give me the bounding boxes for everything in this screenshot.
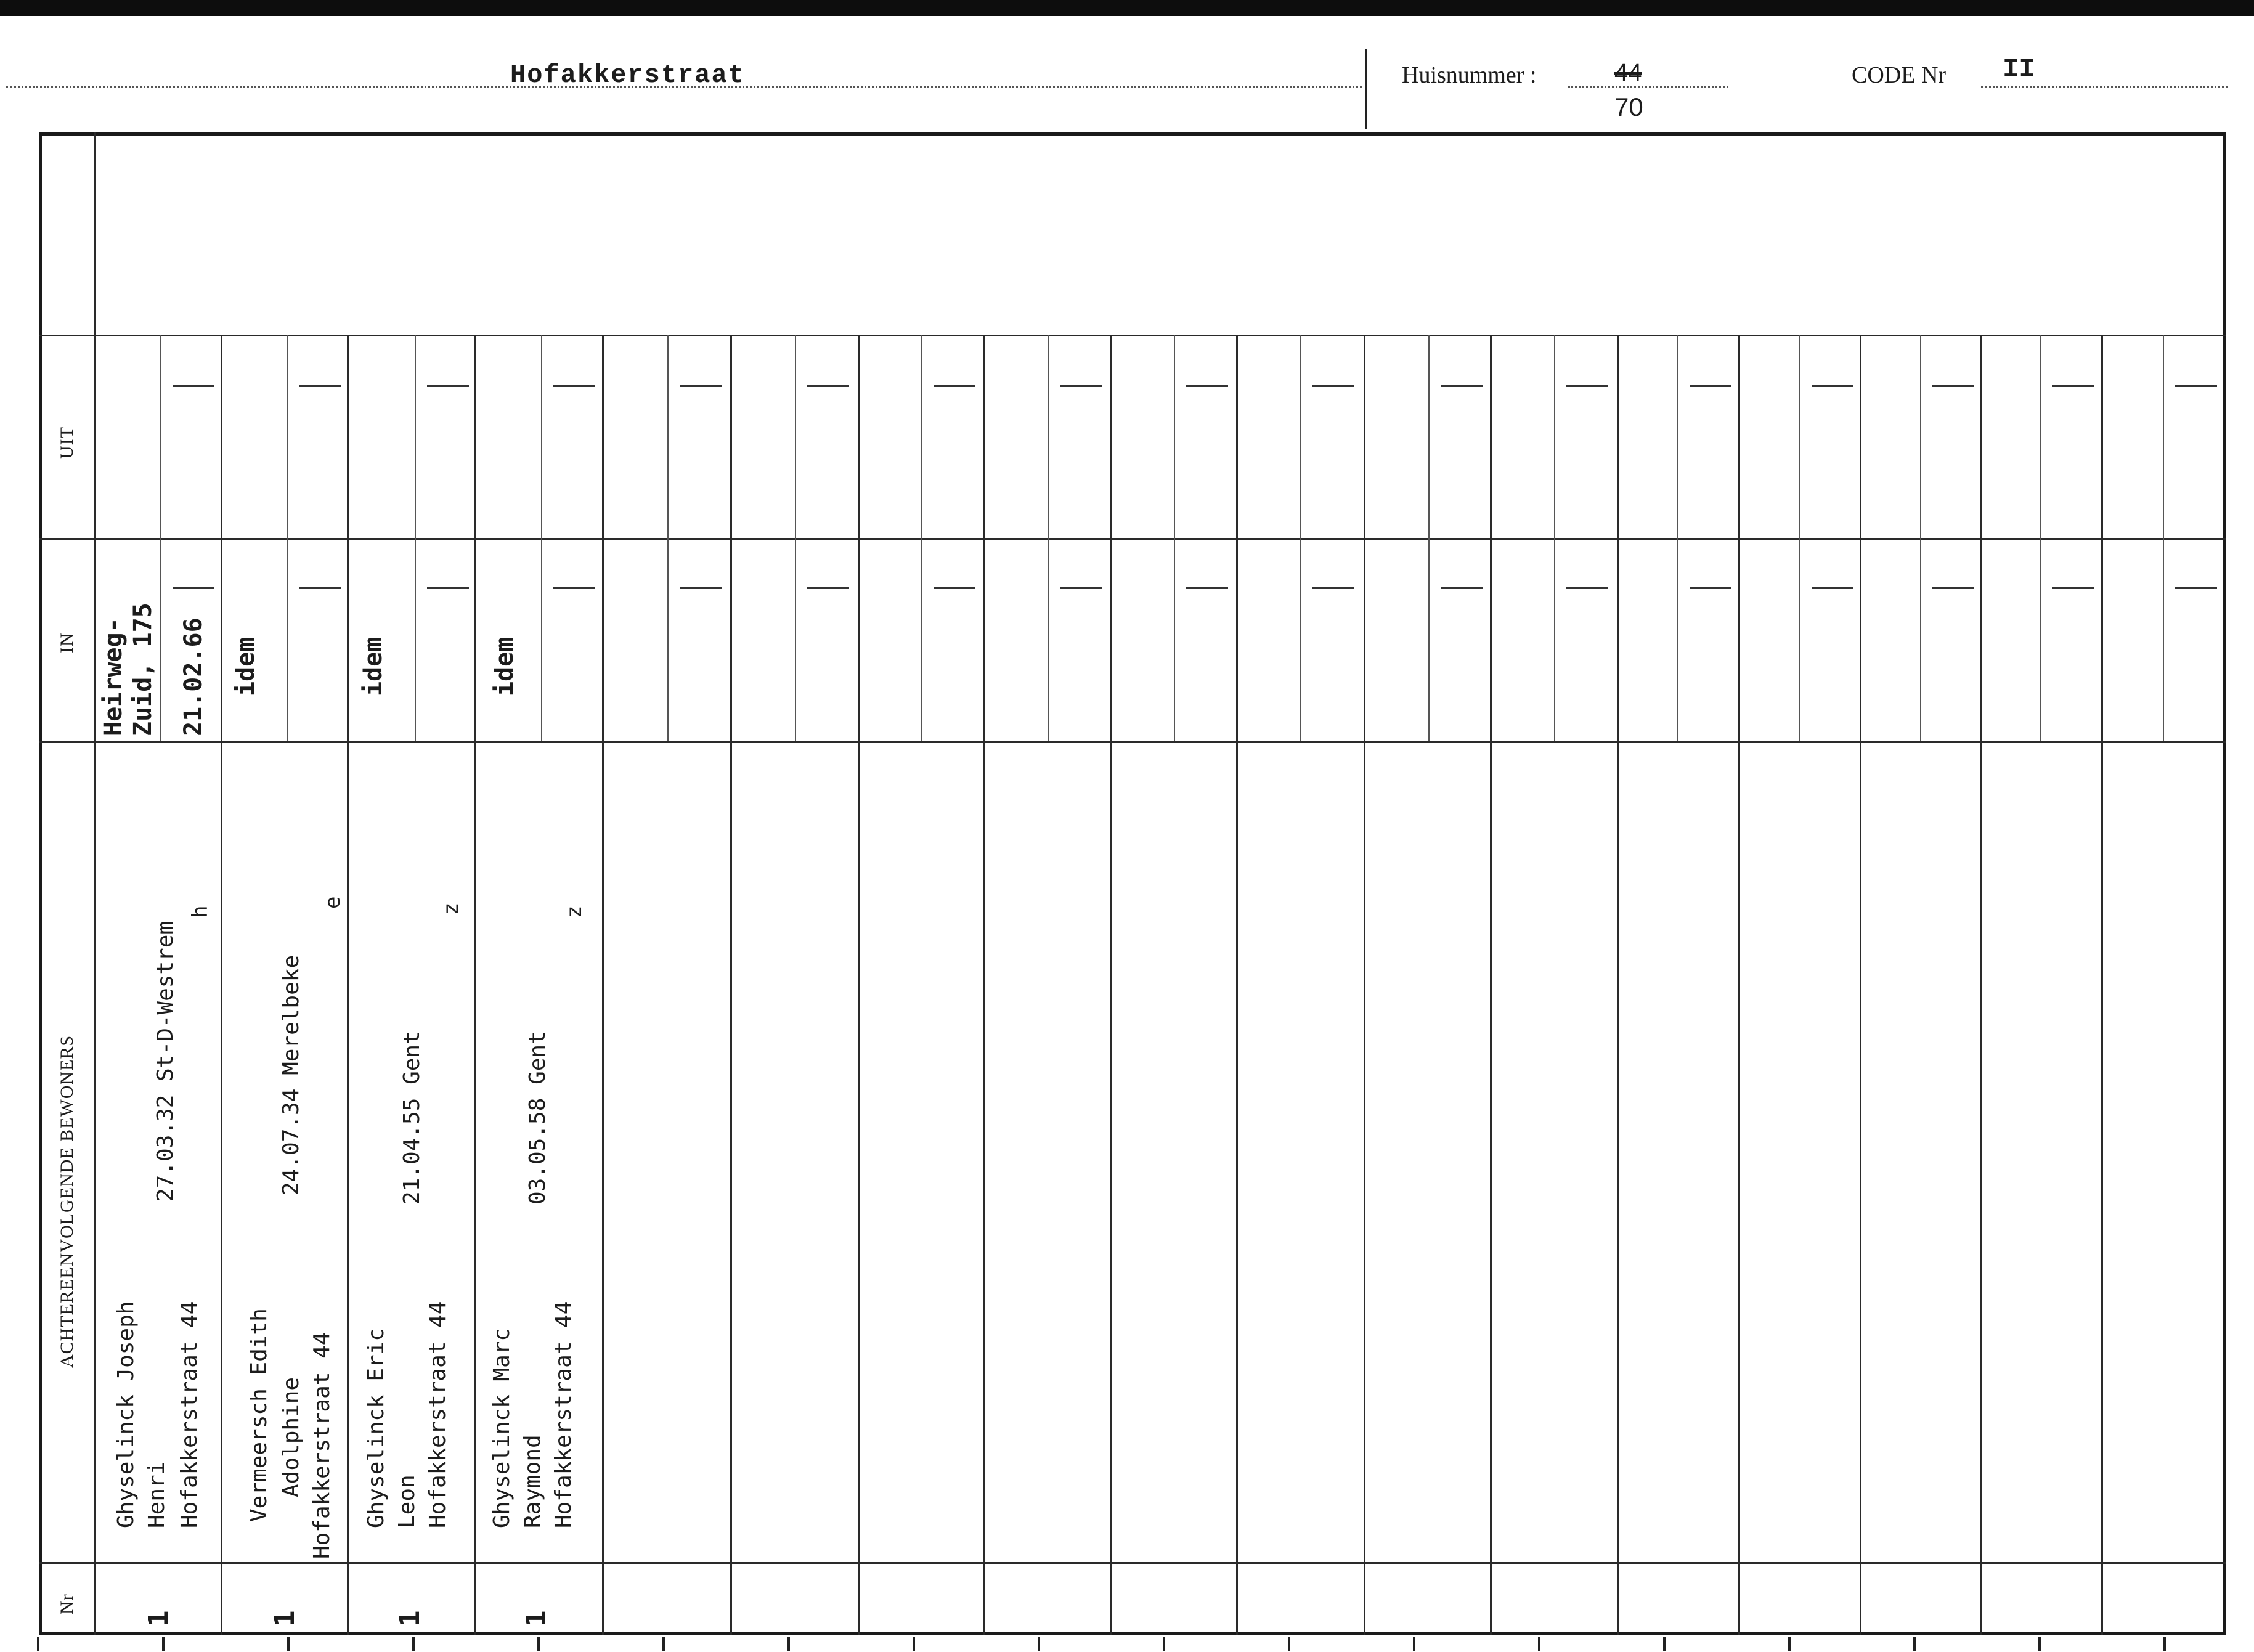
resident-3-mark: z — [439, 902, 463, 915]
bottom-edge-tick — [2163, 1637, 2166, 1651]
label-bewoners: ACHTEREENVOLGENDE BEWONERS — [57, 1035, 77, 1368]
column-divider — [1236, 335, 1238, 1635]
bottom-edge-tick — [37, 1637, 39, 1651]
uit-dash-mark — [1312, 385, 1354, 387]
resident-4-address: Hofakkerstraat 44 — [551, 1301, 576, 1528]
resident-2-address: Hofakkerstraat 44 — [309, 1332, 335, 1559]
uit-subdivider — [1048, 335, 1049, 538]
bottom-edge-tick — [412, 1637, 415, 1651]
bottom-edge-tick — [1538, 1637, 1540, 1651]
resident-3-in: idem — [359, 637, 388, 696]
resident-1-address: Hofakkerstraat 44 — [177, 1301, 202, 1528]
in-dash-mark — [2175, 587, 2217, 589]
in-subdivider — [667, 538, 669, 741]
uit-dash-mark — [173, 385, 214, 387]
in-subdivider — [541, 538, 542, 741]
label-uit: UIT — [57, 426, 77, 459]
uit-subdivider — [2040, 335, 2041, 538]
label-nr: Nr — [57, 1593, 77, 1614]
uit-dash-mark — [1186, 385, 1228, 387]
in-dash-mark — [1812, 587, 1853, 589]
in-dash-mark — [807, 587, 849, 589]
resident-2-in: idem — [232, 637, 260, 696]
in-subdivider — [1799, 538, 1800, 741]
resident-3-nr: 1 — [394, 1610, 426, 1627]
uit-dash-mark — [1566, 385, 1608, 387]
code-dotted-line — [1981, 86, 2228, 88]
uit-dash-mark — [807, 385, 849, 387]
uit-subdivider — [1428, 335, 1430, 538]
in-subdivider — [795, 538, 796, 741]
column-divider — [2101, 335, 2103, 1635]
column-divider — [983, 335, 985, 1635]
code-value: II — [2003, 54, 2035, 85]
header-divider — [1365, 49, 1367, 129]
in-subdivider — [921, 538, 922, 741]
in-subdivider — [1428, 538, 1430, 741]
resident-4-firstname: Raymond — [520, 1434, 545, 1528]
in-dash-mark — [427, 587, 469, 589]
label-in: IN — [57, 632, 77, 653]
row-separator-uit-top — [39, 335, 2226, 336]
resident-2-firstname: Adolphine — [279, 1377, 304, 1497]
uit-subdivider — [160, 335, 161, 538]
in-dash-mark — [2052, 587, 2094, 589]
street-name: Hofakkerstraat — [510, 60, 745, 90]
uit-subdivider — [287, 335, 288, 538]
in-dash-mark — [680, 587, 722, 589]
uit-dash-mark — [299, 385, 341, 387]
column-divider — [221, 335, 222, 1635]
resident-4-nr: 1 — [521, 1610, 552, 1627]
in-subdivider — [160, 538, 161, 741]
row-separator-bewoners-top — [39, 741, 2226, 743]
in-subdivider — [287, 538, 288, 741]
uit-subdivider — [795, 335, 796, 538]
row-separator-in-top — [39, 538, 2226, 540]
uit-subdivider — [541, 335, 542, 538]
column-divider — [347, 335, 349, 1635]
uit-dash-mark — [1932, 385, 1974, 387]
in-dash-mark — [173, 587, 214, 589]
uit-subdivider — [667, 335, 669, 538]
uit-subdivider — [415, 335, 416, 538]
huisnummer-old-value: 44 — [1614, 59, 1642, 86]
in-dash-mark — [299, 587, 341, 589]
resident-3-firstname: Leon — [394, 1475, 420, 1528]
in-dash-mark — [1932, 587, 1974, 589]
huisnummer-dotted-line — [1568, 86, 1728, 88]
in-subdivider — [415, 538, 416, 741]
resident-1-in-line1: Heirweg- — [99, 617, 128, 736]
uit-subdivider — [921, 335, 922, 538]
bottom-edge-tick — [1913, 1637, 1916, 1651]
uit-dash-mark — [680, 385, 722, 387]
uit-subdivider — [1554, 335, 1555, 538]
bottom-edge-tick — [1038, 1637, 1040, 1651]
huisnummer-new-value: 70 — [1614, 92, 1643, 121]
bottom-edge-tick — [537, 1637, 540, 1651]
resident-1-mark: h — [188, 905, 213, 918]
uit-subdivider — [2163, 335, 2164, 538]
uit-dash-mark — [1060, 385, 1102, 387]
in-subdivider — [2163, 538, 2164, 741]
uit-dash-mark — [2175, 385, 2217, 387]
uit-dash-mark — [1812, 385, 1853, 387]
in-dash-mark — [1566, 587, 1608, 589]
column-divider — [1980, 335, 1982, 1635]
bottom-edge-tick — [162, 1637, 165, 1651]
in-dash-mark — [1312, 587, 1354, 589]
bottom-edge-tick — [2038, 1637, 2041, 1651]
resident-1-in-line2: Zuid, 175 — [129, 603, 157, 736]
top-edge-bar — [0, 0, 2254, 16]
in-dash-mark — [1690, 587, 1731, 589]
uit-dash-mark — [1441, 385, 1483, 387]
bottom-edge-tick — [913, 1637, 915, 1651]
resident-4-birth: 03.05.58 Gent — [525, 1031, 550, 1205]
uit-subdivider — [1174, 335, 1175, 538]
column-divider — [730, 335, 732, 1635]
resident-1-birth: 27.03.32 St-D-Westrem — [153, 921, 178, 1202]
bottom-edge-tick — [1788, 1637, 1791, 1651]
uit-dash-mark — [427, 385, 469, 387]
column-divider — [1738, 335, 1740, 1635]
in-dash-mark — [1186, 587, 1228, 589]
resident-4-in: idem — [490, 637, 519, 696]
bottom-edge-tick — [1288, 1637, 1290, 1651]
in-dash-mark — [1441, 587, 1483, 589]
label-column-divider — [94, 132, 96, 1635]
resident-4-mark: z — [562, 905, 587, 918]
resident-1-name: Ghyselinck Joseph — [113, 1301, 139, 1528]
in-dash-mark — [934, 587, 975, 589]
resident-2-name: Vermeersch Edith — [246, 1308, 272, 1522]
column-divider — [1490, 335, 1492, 1635]
in-subdivider — [1920, 538, 1921, 741]
resident-1-firstname: Henri — [144, 1461, 169, 1528]
uit-dash-mark — [1690, 385, 1731, 387]
bottom-edge-tick — [787, 1637, 790, 1651]
bottom-edge-tick — [1663, 1637, 1666, 1651]
uit-subdivider — [1920, 335, 1921, 538]
resident-1-in-line3: 21.02.66 — [179, 617, 208, 736]
resident-4-name: Ghyselinck Marc — [489, 1327, 515, 1528]
in-subdivider — [1677, 538, 1678, 741]
resident-2-nr: 1 — [269, 1610, 301, 1627]
column-divider — [474, 335, 476, 1635]
column-divider — [1617, 335, 1619, 1635]
in-dash-mark — [553, 587, 595, 589]
bottom-edge-tick — [287, 1637, 290, 1651]
uit-subdivider — [1799, 335, 1800, 538]
bottom-edge-tick — [662, 1637, 665, 1651]
uit-dash-mark — [934, 385, 975, 387]
in-dash-mark — [1060, 587, 1102, 589]
uit-dash-mark — [2052, 385, 2094, 387]
column-divider — [1110, 335, 1112, 1635]
resident-3-address: Hofakkerstraat 44 — [425, 1301, 450, 1528]
resident-3-name: Ghyselinck Eric — [364, 1327, 389, 1528]
column-divider — [858, 335, 860, 1635]
bottom-edge-tick — [1413, 1637, 1415, 1651]
in-subdivider — [1174, 538, 1175, 741]
column-divider — [1860, 335, 1861, 1635]
resident-2-mark: e — [320, 896, 345, 909]
bottom-edge-tick — [1163, 1637, 1165, 1651]
in-subdivider — [2040, 538, 2041, 741]
row-separator-nr-top — [39, 1562, 2226, 1564]
in-subdivider — [1554, 538, 1555, 741]
resident-1-nr: 1 — [143, 1610, 174, 1627]
resident-2-birth: 24.07.34 Merelbeke — [279, 954, 304, 1195]
uit-subdivider — [1300, 335, 1301, 538]
huisnummer-label: Huisnummer : — [1402, 62, 1537, 88]
code-label: CODE Nr — [1852, 62, 1947, 88]
uit-dash-mark — [553, 385, 595, 387]
resident-3-birth: 21.04.55 Gent — [399, 1031, 425, 1205]
column-divider — [1364, 335, 1365, 1635]
column-divider — [602, 335, 604, 1635]
in-subdivider — [1048, 538, 1049, 741]
in-subdivider — [1300, 538, 1301, 741]
uit-subdivider — [1677, 335, 1678, 538]
